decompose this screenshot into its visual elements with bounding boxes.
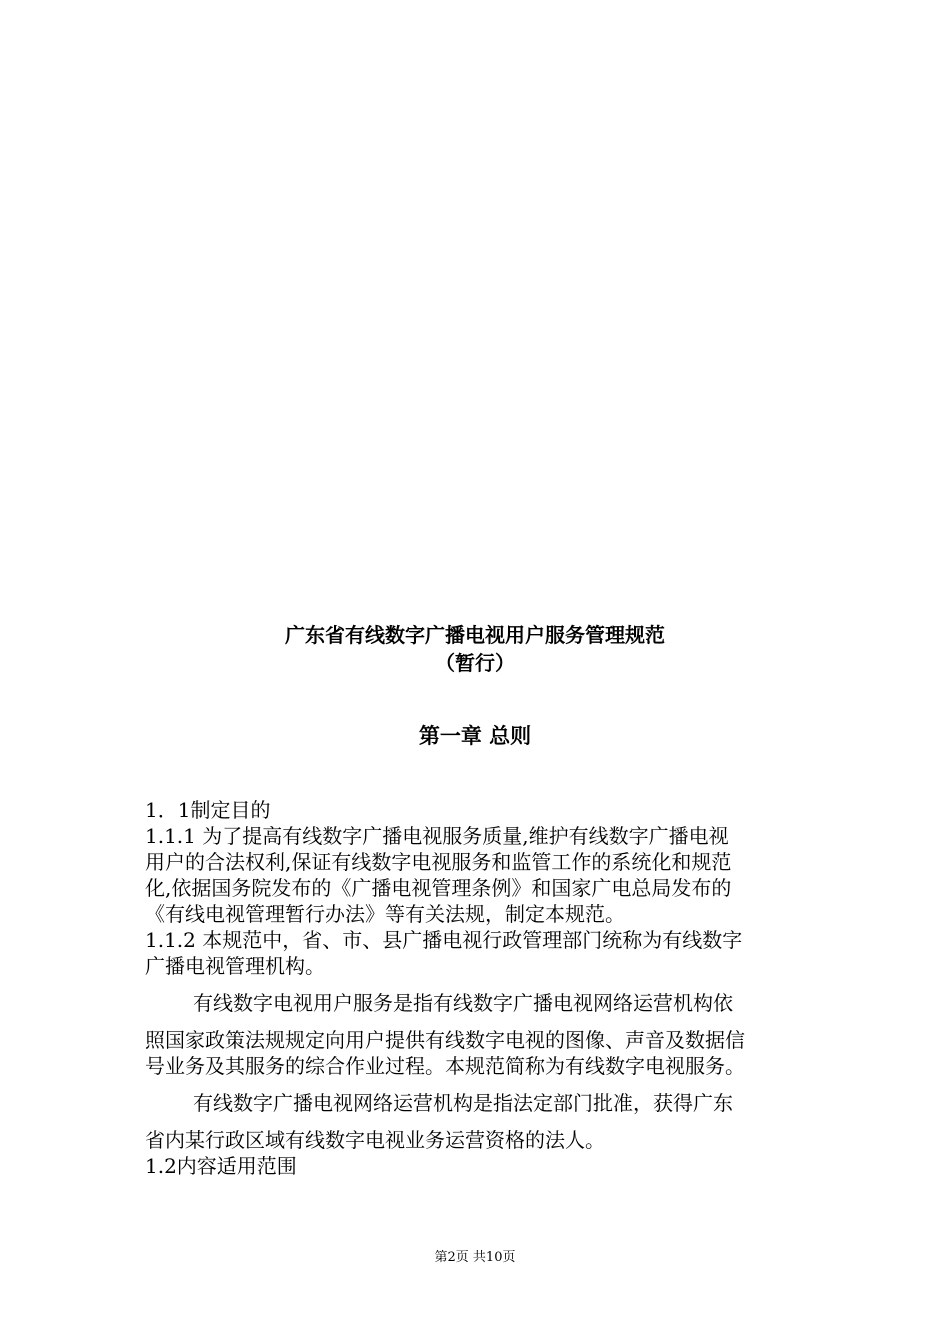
document-subtitle: （暂行）: [435, 651, 515, 675]
paragraph-line: 用户的合法权利,保证有线数字电视服务和监管工作的系统化和规范: [145, 850, 732, 874]
paragraph-line: 号业务及其服务的综合作业过程。本规范简称为有线数字电视服务。: [145, 1054, 745, 1078]
paragraph-line: 《有线电视管理暂行办法》等有关法规，制定本规范。: [145, 902, 625, 926]
paragraph-line: 1.1.1 为了提高有线数字广播电视服务质量,维护有线数字广播电视: [145, 824, 729, 848]
paragraph-line: 有线数字电视用户服务是指有线数字广播电视网络运营机构依: [193, 991, 733, 1015]
section-heading: 1．1制定目的: [145, 798, 271, 822]
paragraph-line: 省内某行政区域有线数字电视业务运营资格的法人。: [145, 1128, 605, 1152]
paragraph-line: 广播电视管理机构。: [145, 954, 325, 978]
paragraph-line: 化,依据国务院发布的《广播电视管理条例》和国家广电总局发布的: [145, 876, 732, 900]
document-title: 广东省有线数字广播电视用户服务管理规范: [285, 623, 665, 647]
chapter-heading: 第一章 总则: [418, 723, 532, 748]
paragraph-line: 1.1.2 本规范中，省、市、县广播电视行政管理部门统称为有线数字: [145, 928, 743, 952]
paragraph-line: 照国家政策法规规定向用户提供有线数字电视的图像、声音及数据信: [145, 1028, 745, 1052]
section-heading: 1.2内容适用范围: [145, 1154, 297, 1178]
page-footer: 第2页 共10页: [434, 1250, 516, 1265]
paragraph-line: 有线数字广播电视网络运营机构是指法定部门批准，获得广东: [193, 1091, 733, 1115]
